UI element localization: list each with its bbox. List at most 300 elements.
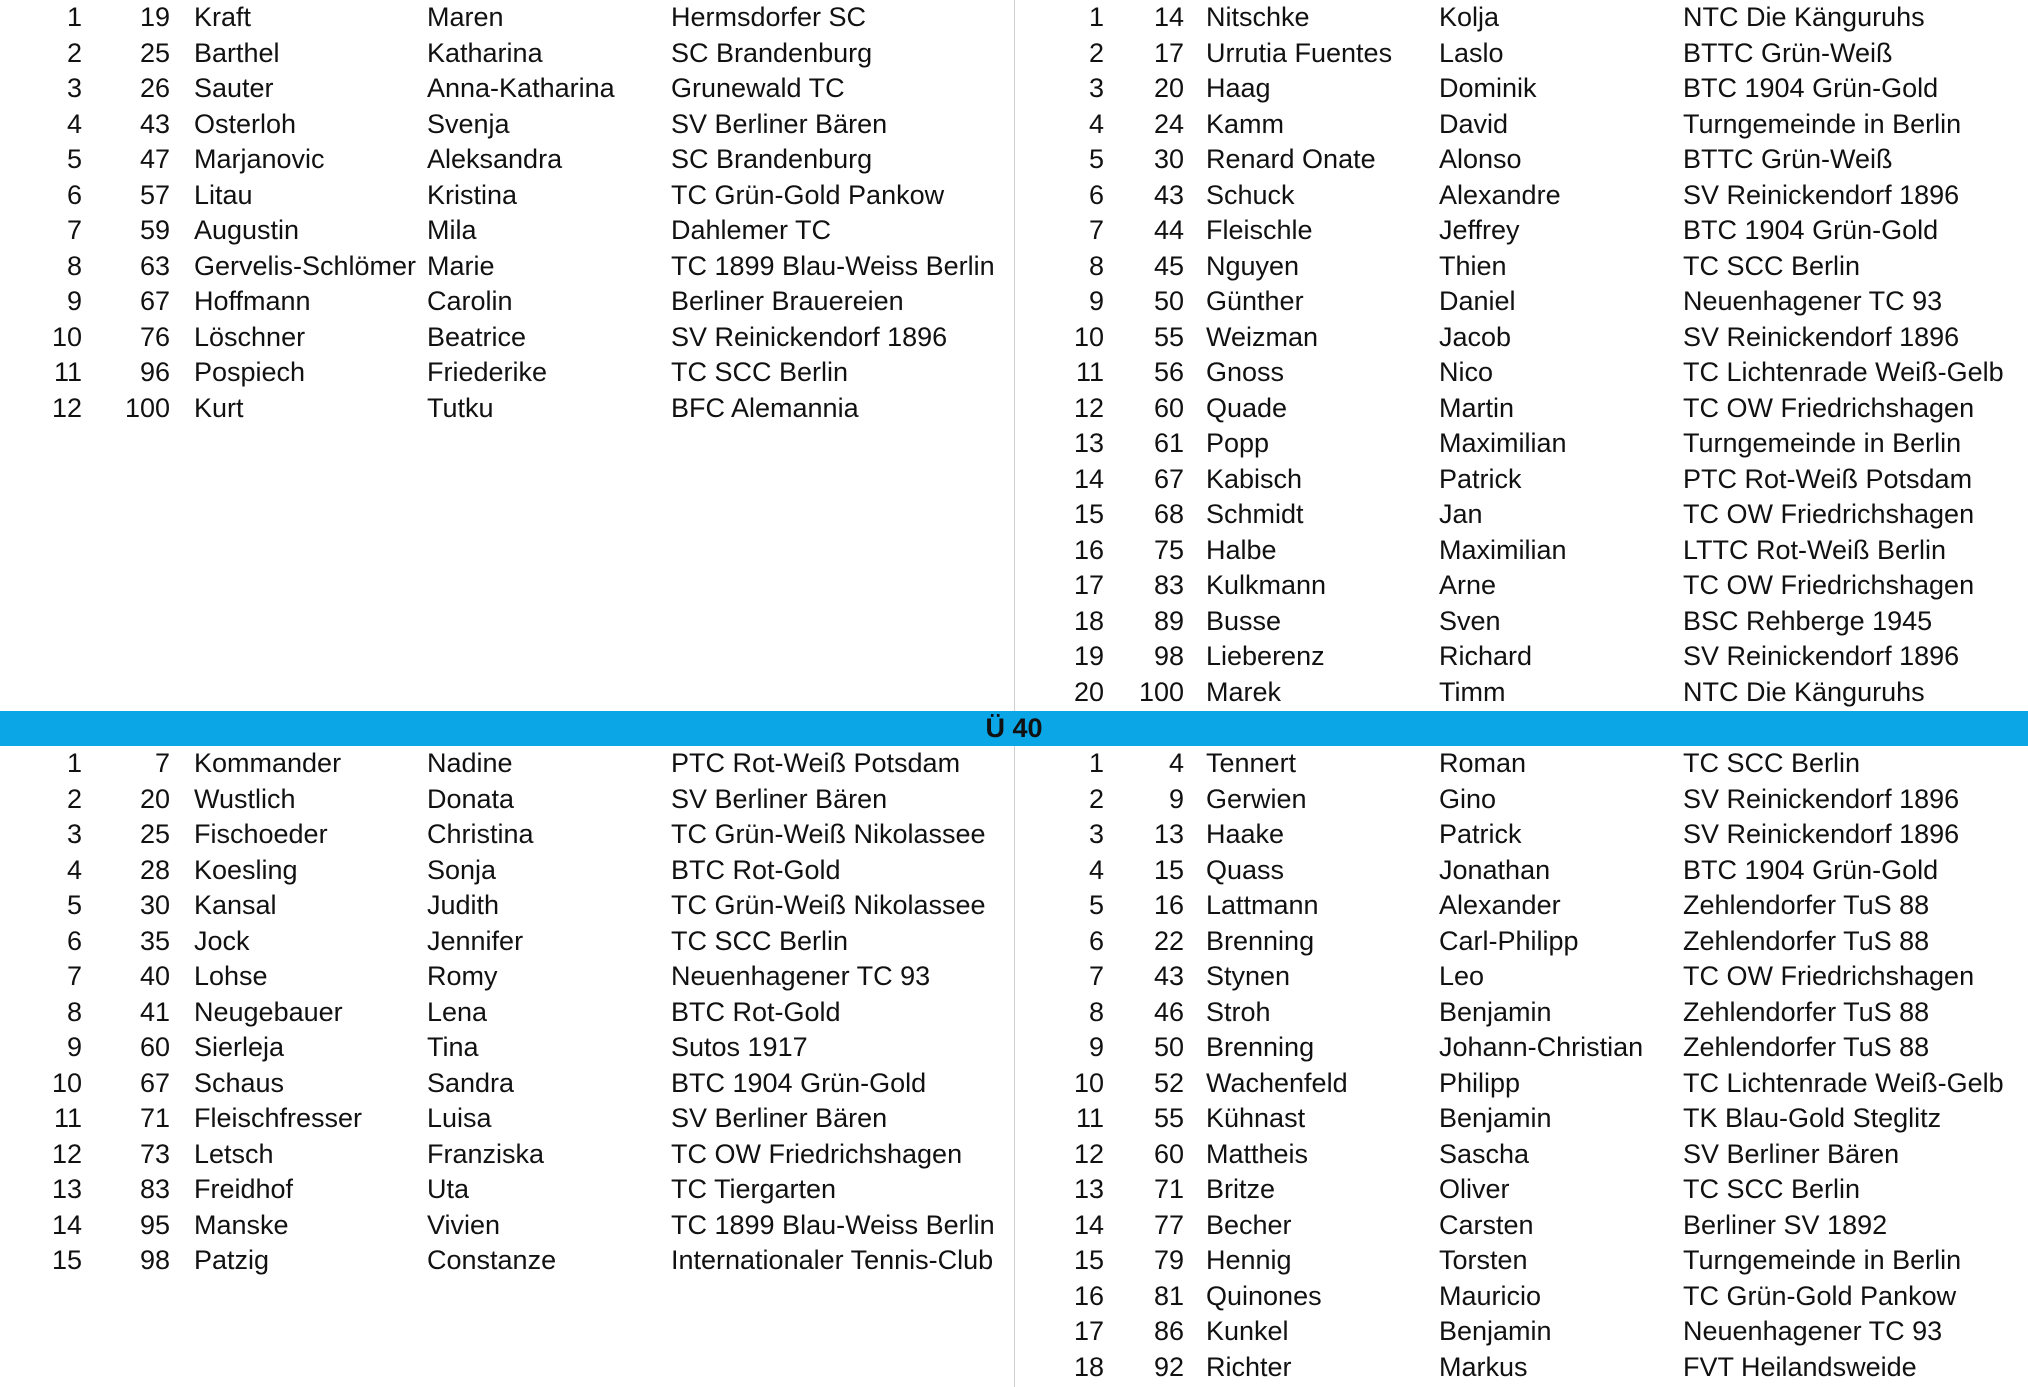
first-name-cell: Alonso [1439, 144, 1522, 174]
table-row [1014, 639, 2028, 675]
first-name-cell: Uta [427, 1174, 470, 1204]
ranking-cell: 28 [139, 854, 170, 885]
last-name-cell: Nguyen [1206, 250, 1300, 281]
last-name-cell: Halbe [1206, 534, 1277, 565]
table-row [0, 391, 1014, 427]
last-name-cell: Koesling [194, 854, 298, 885]
last-name-cell: Lohse [194, 961, 268, 991]
position-cell: 7 [66, 961, 82, 991]
first-name-cell: Marie [427, 250, 495, 281]
table-row [1014, 213, 2028, 249]
first-name-cell: Arne [1439, 570, 1497, 600]
position-cell: 14 [1073, 1209, 1104, 1240]
last-name-cell: Tennert [1206, 748, 1297, 778]
ranking-cell: 45 [1153, 250, 1184, 281]
table-row [1014, 355, 2028, 391]
first-name-cell: Mauricio [1439, 1280, 1542, 1311]
table-row [1014, 995, 2028, 1031]
first-name-cell: Sandra [427, 1067, 515, 1098]
club-cell: SV Reinickendorf 1896 [671, 321, 948, 352]
table-row [1014, 1137, 2028, 1173]
position-cell: 12 [51, 392, 82, 423]
position-cell: 8 [1088, 250, 1104, 281]
women-list-top [0, 0, 1014, 426]
last-name-cell: Becher [1206, 1209, 1292, 1240]
table-row [0, 782, 1014, 818]
ranking-cell: 20 [1153, 73, 1184, 103]
position-cell: 9 [66, 1032, 82, 1062]
last-name-cell: Brenning [1206, 1032, 1315, 1062]
ranking-cell: 46 [1153, 996, 1184, 1027]
position-cell: 5 [66, 144, 82, 174]
last-name-cell: Kamm [1206, 108, 1285, 139]
position-cell: 12 [1073, 1138, 1104, 1169]
ranking-cell: 43 [1153, 179, 1184, 210]
first-name-cell: David [1439, 108, 1509, 139]
table-row [1014, 888, 2028, 924]
club-cell: NTC Die Känguruhs [1683, 676, 1925, 707]
first-name-cell: Patrick [1439, 463, 1522, 494]
last-name-cell: Nitschke [1206, 2, 1310, 32]
last-name-cell: Günther [1206, 286, 1304, 316]
first-name-cell: Jan [1439, 499, 1483, 529]
table-row [1014, 107, 2028, 143]
ranking-cell: 43 [139, 108, 170, 139]
ranking-cell: 60 [139, 1032, 170, 1062]
position-cell: 12 [51, 1138, 82, 1169]
ranking-cell: 35 [139, 925, 170, 956]
club-cell: BTC 1904 Grün-Gold [1683, 215, 1939, 245]
first-name-cell: Mila [427, 215, 477, 245]
first-name-cell: Judith [427, 890, 500, 920]
club-cell: LTTC Rot-Weiß Berlin [1683, 534, 1947, 565]
club-cell: BSC Rehberge 1945 [1683, 605, 1933, 636]
last-name-cell: Sierleja [194, 1032, 285, 1062]
first-name-cell: Daniel [1439, 286, 1516, 316]
position-cell: 15 [51, 1245, 82, 1275]
ranking-cell: 44 [1153, 215, 1184, 245]
position-cell: 6 [1088, 179, 1104, 210]
first-name-cell: Carl-Philipp [1439, 925, 1579, 956]
position-cell: 6 [1088, 925, 1104, 956]
position-cell: 7 [1088, 961, 1104, 991]
position-cell: 20 [1073, 676, 1104, 707]
first-name-cell: Leo [1439, 961, 1485, 991]
ranking-cell: 95 [139, 1209, 170, 1240]
last-name-cell: Sauter [194, 73, 274, 103]
first-name-cell: Vivien [427, 1209, 501, 1240]
table-row [0, 355, 1014, 391]
first-name-cell: Gino [1439, 783, 1497, 814]
last-name-cell: Weizman [1206, 321, 1319, 352]
ranking-cell: 52 [1153, 1067, 1184, 1098]
ranking-cell: 67 [139, 1067, 170, 1098]
table-row [1014, 284, 2028, 320]
first-name-cell: Jeffrey [1439, 215, 1520, 245]
last-name-cell: Gnoss [1206, 357, 1285, 387]
position-cell: 18 [1073, 1351, 1104, 1382]
table-row [0, 995, 1014, 1031]
club-cell: TC SCC Berlin [1683, 1174, 1861, 1204]
first-name-cell: Alexander [1439, 890, 1561, 920]
first-name-cell: Donata [427, 783, 515, 814]
last-name-cell: Marek [1206, 676, 1282, 707]
club-cell: SV Berliner Bären [671, 108, 888, 139]
table-row [0, 213, 1014, 249]
ranking-cell: 100 [1138, 676, 1184, 707]
position-cell: 9 [1088, 1032, 1104, 1062]
table-row [1014, 462, 2028, 498]
position-cell: 2 [1088, 783, 1104, 814]
first-name-cell: Carsten [1439, 1209, 1534, 1240]
table-row [0, 1137, 1014, 1173]
position-cell: 1 [1088, 2, 1104, 32]
position-cell: 11 [53, 357, 82, 387]
club-cell: SV Reinickendorf 1896 [1683, 819, 1960, 849]
last-name-cell: Popp [1206, 428, 1270, 458]
position-cell: 1 [66, 748, 82, 778]
club-cell: TC Grün-Gold Pankow [1683, 1280, 1957, 1311]
position-cell: 10 [51, 1067, 82, 1098]
first-name-cell: Benjamin [1439, 996, 1552, 1027]
club-cell: TC 1899 Blau-Weiss Berlin [671, 1209, 995, 1240]
ranking-cell: 75 [1153, 534, 1184, 565]
first-name-cell: Philipp [1439, 1067, 1521, 1098]
position-cell: 2 [66, 783, 82, 814]
ranking-cell: 60 [1153, 392, 1184, 423]
ranking-cell: 57 [139, 179, 170, 210]
last-name-cell: Schaus [194, 1067, 285, 1098]
ranking-cell: 55 [1153, 1103, 1184, 1133]
ranking-cell: 61 [1153, 428, 1184, 458]
position-cell: 16 [1073, 1280, 1104, 1311]
table-row [1014, 533, 2028, 569]
club-cell: Zehlendorfer TuS 88 [1683, 1032, 1930, 1062]
club-cell: Berliner Brauereien [671, 286, 904, 316]
ranking-cell: 60 [1153, 1138, 1184, 1169]
club-cell: Grunewald TC [671, 73, 845, 103]
table-row [1014, 1172, 2028, 1208]
table-row [1014, 426, 2028, 462]
club-cell: Turngemeinde in Berlin [1683, 108, 1962, 139]
table-row [1014, 71, 2028, 107]
first-name-cell: Tutku [427, 392, 494, 423]
first-name-cell: Constanze [427, 1245, 557, 1275]
position-cell: 11 [1075, 357, 1104, 387]
position-cell: 6 [66, 179, 82, 210]
first-name-cell: Kristina [427, 179, 518, 210]
ranking-cell: 25 [139, 819, 170, 849]
first-name-cell: Jonathan [1439, 854, 1551, 885]
ranking-cell: 47 [139, 144, 170, 174]
table-row [1014, 36, 2028, 72]
table-row [1014, 497, 2028, 533]
ranking-cell: 16 [1153, 890, 1184, 920]
position-cell: 7 [1088, 215, 1104, 245]
ranking-cell: 25 [139, 37, 170, 68]
club-cell: Zehlendorfer TuS 88 [1683, 925, 1930, 956]
last-name-cell: Kommander [194, 748, 342, 778]
table-row [0, 178, 1014, 214]
club-cell: FVT Heilandsweide [1683, 1351, 1917, 1382]
table-row [0, 853, 1014, 889]
first-name-cell: Christina [427, 819, 534, 849]
ranking-cell: 13 [1153, 819, 1184, 849]
last-name-cell: Kulkmann [1206, 570, 1327, 600]
first-name-cell: Martin [1439, 392, 1515, 423]
club-cell: BTC 1904 Grün-Gold [1683, 73, 1939, 103]
ranking-cell: 30 [139, 890, 170, 920]
table-row [1014, 1314, 2028, 1350]
ranking-cell: 67 [1153, 463, 1184, 494]
table-row [1014, 1350, 2028, 1386]
position-cell: 11 [1075, 1103, 1104, 1133]
ranking-cell: 79 [1153, 1245, 1184, 1275]
table-row [0, 888, 1014, 924]
first-name-cell: Sven [1439, 605, 1501, 636]
position-cell: 12 [1073, 392, 1104, 423]
position-cell: 5 [1088, 144, 1104, 174]
ranking-cell: 22 [1153, 925, 1184, 956]
table-row [1014, 178, 2028, 214]
last-name-cell: Schuck [1206, 179, 1295, 210]
club-cell: SV Berliner Bären [671, 1103, 888, 1133]
section-u40 [0, 746, 2028, 1387]
position-cell: 8 [66, 250, 82, 281]
table-row [0, 924, 1014, 960]
table-row [1014, 391, 2028, 427]
last-name-cell: Lieberenz [1206, 641, 1325, 671]
table-row [1014, 1279, 2028, 1315]
last-name-cell: Richter [1206, 1351, 1292, 1382]
first-name-cell: Oliver [1439, 1174, 1510, 1204]
first-name-cell: Timm [1439, 676, 1506, 707]
ranking-cell: 17 [1153, 37, 1184, 68]
position-cell: 5 [66, 890, 82, 920]
last-name-cell: Fleischle [1206, 215, 1313, 245]
club-cell: BTTC Grün-Weiß [1683, 37, 1893, 68]
ranking-cell: 59 [139, 215, 170, 245]
last-name-cell: Lattmann [1206, 890, 1319, 920]
ranking-cell: 55 [1153, 321, 1184, 352]
position-cell: 3 [1088, 819, 1104, 849]
table-row [0, 1243, 1014, 1279]
first-name-cell: Sonja [427, 854, 497, 885]
table-row [0, 284, 1014, 320]
last-name-cell: Hoffmann [194, 286, 311, 316]
first-name-cell: Nico [1439, 357, 1494, 387]
club-cell: TC SCC Berlin [1683, 748, 1861, 778]
last-name-cell: Kühnast [1206, 1103, 1306, 1133]
ranking-cell: 77 [1153, 1209, 1184, 1240]
ranking-cell: 50 [1153, 286, 1184, 316]
last-name-cell: Kraft [194, 2, 252, 32]
first-name-cell: Anna-Katharina [427, 73, 615, 103]
first-name-cell: Benjamin [1439, 1103, 1552, 1133]
first-name-cell: Jacob [1439, 321, 1512, 352]
last-name-cell: Fleischfresser [194, 1103, 363, 1133]
position-cell: 8 [66, 996, 82, 1027]
table-row [0, 142, 1014, 178]
first-name-cell: Jennifer [427, 925, 524, 956]
last-name-cell: Letsch [194, 1138, 274, 1169]
position-cell: 10 [1073, 1067, 1104, 1098]
age-group-band: Ü 40 [0, 711, 2028, 746]
table-row [1014, 604, 2028, 640]
first-name-cell: Dominik [1439, 73, 1537, 103]
ranking-cell: 68 [1153, 499, 1184, 529]
table-row [0, 746, 1014, 782]
ranking-cell: 24 [1153, 108, 1184, 139]
ranking-cell: 71 [139, 1103, 170, 1133]
last-name-cell: Osterloh [194, 108, 297, 139]
club-cell: SV Berliner Bären [1683, 1138, 1900, 1169]
ranking-cell: 96 [139, 357, 170, 387]
club-cell: SV Reinickendorf 1896 [1683, 321, 1960, 352]
position-cell: 19 [1073, 641, 1104, 671]
position-cell: 18 [1073, 605, 1104, 636]
position-cell: 1 [66, 2, 82, 32]
club-cell: PTC Rot-Weiß Potsdam [671, 748, 961, 778]
club-cell: TC SCC Berlin [671, 925, 849, 956]
table-row [0, 1208, 1014, 1244]
last-name-cell: Barthel [194, 37, 280, 68]
first-name-cell: Carolin [427, 286, 513, 316]
first-name-cell: Luisa [427, 1103, 492, 1133]
table-row [0, 1066, 1014, 1102]
position-cell: 13 [51, 1174, 82, 1204]
last-name-cell: Schmidt [1206, 499, 1304, 529]
ranking-cell: 63 [139, 250, 170, 281]
position-cell: 15 [1073, 499, 1104, 529]
last-name-cell: Quass [1206, 854, 1285, 885]
last-name-cell: Kunkel [1206, 1316, 1289, 1346]
club-cell: BFC Alemannia [671, 392, 859, 423]
ranking-cell: 15 [1153, 854, 1184, 885]
table-row [0, 249, 1014, 285]
club-cell: BTTC Grün-Weiß [1683, 144, 1893, 174]
table-row [1014, 924, 2028, 960]
first-name-cell: Johann-Christian [1439, 1032, 1644, 1062]
club-cell: SC Brandenburg [671, 144, 873, 174]
first-name-cell: Benjamin [1439, 1316, 1552, 1346]
club-cell: BTC Rot-Gold [671, 996, 841, 1027]
club-cell: NTC Die Känguruhs [1683, 2, 1925, 32]
club-cell: TC Grün-Gold Pankow [671, 179, 945, 210]
last-name-cell: Wachenfeld [1206, 1067, 1348, 1098]
last-name-cell: Kurt [194, 392, 244, 423]
last-name-cell: Stynen [1206, 961, 1291, 991]
first-name-cell: Maximilian [1439, 428, 1567, 458]
club-cell: SV Reinickendorf 1896 [1683, 179, 1960, 210]
position-cell: 6 [66, 925, 82, 956]
position-cell: 2 [66, 37, 82, 68]
position-cell: 17 [1073, 1316, 1104, 1346]
table-row [1014, 853, 2028, 889]
position-cell: 13 [1073, 1174, 1104, 1204]
table-row [0, 817, 1014, 853]
first-name-cell: Roman [1439, 748, 1527, 778]
ranking-cell: 76 [139, 321, 170, 352]
club-cell: Dahlemer TC [671, 215, 832, 245]
club-cell: TC Tiergarten [671, 1174, 837, 1204]
table-row [1014, 1243, 2028, 1279]
club-cell: Turngemeinde in Berlin [1683, 1245, 1962, 1275]
first-name-cell: Torsten [1439, 1245, 1528, 1275]
table-row [0, 1101, 1014, 1137]
first-name-cell: Katharina [427, 37, 543, 68]
last-name-cell: Mattheis [1206, 1138, 1309, 1169]
first-name-cell: Maximilian [1439, 534, 1567, 565]
last-name-cell: Freidhof [194, 1174, 294, 1204]
club-cell: TC 1899 Blau-Weiss Berlin [671, 250, 995, 281]
ranking-cell: 73 [139, 1138, 170, 1169]
ranking-cell: 89 [1153, 605, 1184, 636]
position-cell: 10 [1073, 321, 1104, 352]
table-row [0, 0, 1014, 36]
last-name-cell: Haake [1206, 819, 1285, 849]
club-cell: TK Blau-Gold Steglitz [1683, 1103, 1942, 1133]
last-name-cell: Litau [194, 179, 253, 210]
club-cell: Neuenhagener TC 93 [671, 961, 931, 991]
last-name-cell: Patzig [194, 1245, 270, 1275]
last-name-cell: Kabisch [1206, 463, 1303, 494]
last-name-cell: Britze [1206, 1174, 1276, 1204]
last-name-cell: Jock [194, 925, 250, 956]
club-cell: BTC 1904 Grün-Gold [1683, 854, 1939, 885]
first-name-cell: Aleksandra [427, 144, 563, 174]
position-cell: 15 [1073, 1245, 1104, 1275]
last-name-cell: Löschner [194, 321, 306, 352]
club-cell: TC OW Friedrichshagen [671, 1138, 963, 1169]
first-name-cell: Franziska [427, 1138, 545, 1169]
men-list-u40 [1014, 746, 2028, 1385]
ranking-cell: 20 [139, 783, 170, 814]
table-row [0, 36, 1014, 72]
position-cell: 8 [1088, 996, 1104, 1027]
position-cell: 7 [66, 215, 82, 245]
last-name-cell: Wustlich [194, 783, 296, 814]
ranking-cell: 50 [1153, 1032, 1184, 1062]
last-name-cell: Manske [194, 1209, 289, 1240]
club-cell: BTC 1904 Grün-Gold [671, 1067, 927, 1098]
first-name-cell: Laslo [1439, 37, 1504, 68]
last-name-cell: Marjanovic [194, 144, 325, 174]
club-cell: TC Lichtenrade Weiß-Gelb [1683, 357, 2004, 387]
last-name-cell: Haag [1206, 73, 1271, 103]
ranking-cell: 92 [1153, 1351, 1184, 1382]
ranking-cell: 14 [1153, 2, 1184, 32]
position-cell: 14 [1073, 463, 1104, 494]
ranking-cell: 98 [1153, 641, 1184, 671]
last-name-cell: Busse [1206, 605, 1282, 636]
first-name-cell: Svenja [427, 108, 510, 139]
table-row [1014, 568, 2028, 604]
club-cell: Internationaler Tennis-Club [671, 1245, 994, 1275]
club-cell: Zehlendorfer TuS 88 [1683, 996, 1930, 1027]
first-name-cell: Friederike [427, 357, 548, 387]
position-cell: 4 [1088, 108, 1104, 139]
table-row [0, 959, 1014, 995]
club-cell: Berliner SV 1892 [1683, 1209, 1888, 1240]
club-cell: TC SCC Berlin [671, 357, 849, 387]
last-name-cell: Gerwien [1206, 783, 1307, 814]
position-cell: 4 [66, 108, 82, 139]
first-name-cell: Nadine [427, 748, 513, 778]
ranking-cell: 7 [154, 748, 170, 778]
club-cell: Neuenhagener TC 93 [1683, 286, 1943, 316]
ranking-cell: 86 [1153, 1316, 1184, 1346]
